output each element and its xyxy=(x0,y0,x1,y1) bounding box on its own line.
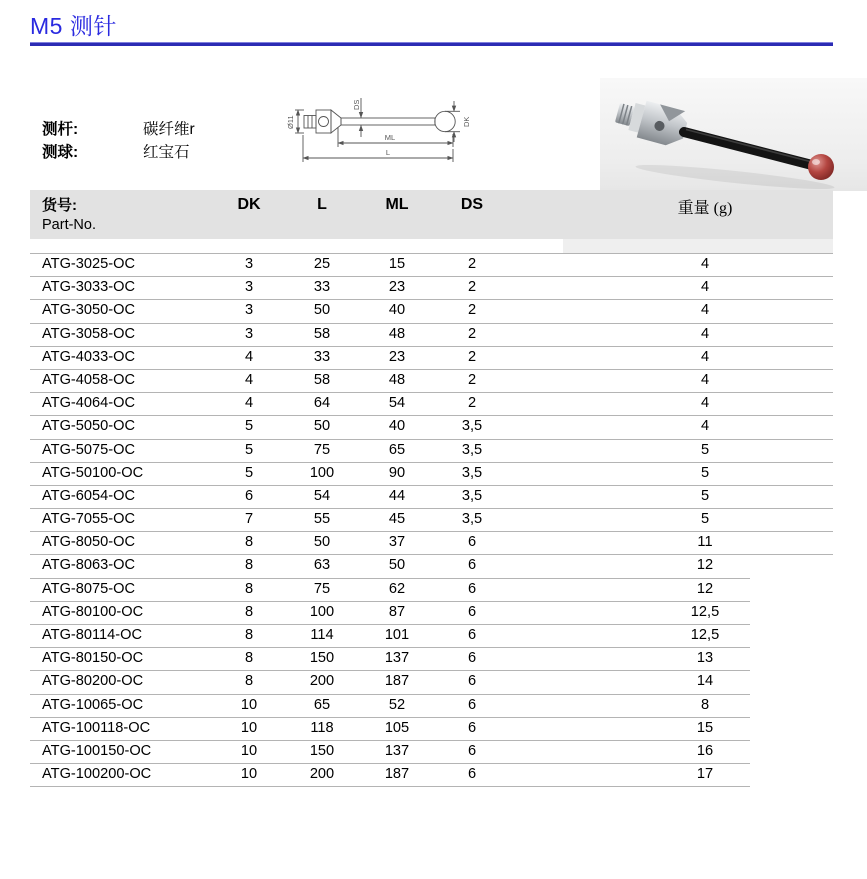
cell-l: 100 xyxy=(309,464,335,481)
cell-l: 64 xyxy=(313,395,331,412)
cell-weight: 5 xyxy=(700,464,710,481)
cell-part-no: ATG-80114-OC xyxy=(42,627,143,643)
table-row xyxy=(30,253,833,276)
cell-dk: 7 xyxy=(244,511,254,528)
cell-ml: 37 xyxy=(388,534,406,551)
table-row xyxy=(30,740,833,763)
cell-weight: 15 xyxy=(696,719,714,736)
spec-shaft-label: 测杆: xyxy=(42,121,79,138)
cell-ds: 2 xyxy=(467,325,477,342)
table-row xyxy=(30,670,833,693)
cell-ds: 2 xyxy=(467,279,477,296)
cell-l: 75 xyxy=(313,580,331,597)
table-row xyxy=(30,578,833,601)
cell-dk: 4 xyxy=(244,348,254,365)
cell-part-no: ATG-4058-OC xyxy=(42,371,135,388)
dim-label-diameter: Ø11 xyxy=(286,115,295,129)
cell-ml: 45 xyxy=(388,511,406,528)
cell-ml: 137 xyxy=(384,650,410,667)
table-row xyxy=(30,485,833,508)
cell-l: 100 xyxy=(309,603,335,620)
col-header-dk: DK xyxy=(237,196,261,213)
cell-part-no: ATG-50100-OC xyxy=(42,464,144,481)
cell-dk: 10 xyxy=(240,742,258,759)
cell-l: 55 xyxy=(313,511,331,528)
cell-weight: 5 xyxy=(700,511,710,528)
cell-dk: 5 xyxy=(244,441,254,458)
cell-ds: 6 xyxy=(467,696,477,713)
cell-part-no: ATG-100200-OC xyxy=(42,766,152,783)
cell-l: 150 xyxy=(309,650,335,667)
cell-part-no: ATG-80200-OC xyxy=(42,673,144,690)
cell-part-no: ATG-100150-OC xyxy=(42,742,152,759)
cell-l: 200 xyxy=(309,766,335,783)
cell-ml: 48 xyxy=(388,325,406,342)
cell-ds: 3,5 xyxy=(461,511,483,528)
cell-weight: 12,5 xyxy=(690,627,720,643)
cell-dk: 10 xyxy=(240,719,258,736)
cell-ml: 187 xyxy=(384,673,410,690)
cell-ds: 6 xyxy=(467,557,477,574)
table-row xyxy=(30,439,833,462)
cell-weight: 4 xyxy=(700,325,710,342)
cell-part-no: ATG-6054-OC xyxy=(42,487,135,504)
cell-l: 33 xyxy=(313,348,331,365)
cell-l: 50 xyxy=(313,302,331,319)
col-header-part-no-cn: 货号: xyxy=(42,197,77,214)
stylus-ruby-ball xyxy=(808,154,834,180)
table-row xyxy=(30,392,833,415)
col-header-l: L xyxy=(317,196,327,213)
cell-l: 25 xyxy=(313,256,331,272)
cell-dk: 8 xyxy=(244,534,254,551)
cell-ml: 101 xyxy=(384,627,410,643)
table-row xyxy=(30,624,833,647)
table-body xyxy=(30,253,833,787)
cell-dk: 8 xyxy=(244,603,254,620)
cell-part-no: ATG-8063-OC xyxy=(42,557,135,574)
cell-ml: 15 xyxy=(388,256,406,272)
page-title: M5 测针 xyxy=(30,13,117,39)
table-row xyxy=(30,531,833,554)
cell-ml: 23 xyxy=(388,279,406,296)
cell-dk: 8 xyxy=(244,627,254,643)
dim-label-ml: ML xyxy=(384,133,396,142)
dim-label-dk: DK xyxy=(462,116,471,127)
cell-l: 33 xyxy=(313,279,331,296)
cell-weight: 4 xyxy=(700,302,710,319)
cell-weight: 5 xyxy=(700,487,710,504)
cell-l: 50 xyxy=(313,534,331,551)
title-underline xyxy=(30,42,833,46)
cell-ml: 48 xyxy=(388,371,406,388)
cell-ml: 23 xyxy=(388,348,406,365)
cell-dk: 3 xyxy=(244,279,254,296)
cell-ml: 62 xyxy=(388,580,406,597)
cell-ml: 90 xyxy=(388,464,406,481)
cell-part-no: ATG-80100-OC xyxy=(42,603,144,620)
cell-ds: 2 xyxy=(467,371,477,388)
cell-ml: 44 xyxy=(388,487,406,504)
table-row xyxy=(30,299,833,322)
cell-part-no: ATG-4064-OC xyxy=(42,395,135,412)
table-row xyxy=(30,717,833,740)
cell-part-no: ATG-3058-OC xyxy=(42,325,135,342)
cell-weight: 4 xyxy=(700,371,710,388)
cell-part-no: ATG-80150-OC xyxy=(42,650,144,667)
cell-ds: 6 xyxy=(467,742,477,759)
stylus-technical-drawing xyxy=(283,84,585,184)
cell-ds: 6 xyxy=(467,650,477,667)
cell-part-no: ATG-8075-OC xyxy=(42,580,135,597)
table-row xyxy=(30,415,833,438)
cell-dk: 8 xyxy=(244,580,254,597)
cell-ds: 2 xyxy=(467,348,477,365)
cell-weight: 4 xyxy=(700,418,710,435)
cell-ml: 137 xyxy=(384,742,410,759)
cell-dk: 5 xyxy=(244,418,254,435)
cell-dk: 8 xyxy=(244,673,254,690)
table-row xyxy=(30,647,833,670)
table-row xyxy=(30,601,833,624)
cell-weight: 12 xyxy=(696,580,714,597)
cell-ml: 50 xyxy=(388,557,406,574)
col-header-ds: DS xyxy=(460,196,484,213)
cell-part-no: ATG-8050-OC xyxy=(42,534,135,551)
table-row xyxy=(30,276,833,299)
cell-ml: 52 xyxy=(388,696,406,713)
table-header xyxy=(30,190,833,239)
table-row xyxy=(30,763,833,786)
cell-ds: 6 xyxy=(467,603,477,620)
cell-dk: 4 xyxy=(244,371,254,388)
cell-weight: 16 xyxy=(696,742,714,759)
cell-l: 50 xyxy=(313,418,331,435)
cell-l: 75 xyxy=(313,441,331,458)
cell-part-no: ATG-3025-OC xyxy=(42,256,135,272)
cell-dk: 4 xyxy=(244,395,254,412)
cell-l: 200 xyxy=(309,673,335,690)
cell-ds: 3,5 xyxy=(461,418,483,435)
cell-weight: 8 xyxy=(700,696,710,713)
cell-ml: 187 xyxy=(384,766,410,783)
cell-ds: 2 xyxy=(467,395,477,412)
cell-ds: 6 xyxy=(467,719,477,736)
cell-dk: 3 xyxy=(244,302,254,319)
cell-ds: 3,5 xyxy=(461,464,483,481)
spec-ball-label: 测球: xyxy=(42,144,79,161)
table-header-extension xyxy=(563,239,833,253)
cell-weight: 14 xyxy=(696,673,714,690)
cell-weight: 4 xyxy=(700,279,710,296)
cell-weight: 17 xyxy=(696,766,714,783)
table-row xyxy=(30,554,833,577)
table-row xyxy=(30,694,833,717)
table-row xyxy=(30,462,833,485)
cell-l: 58 xyxy=(313,325,331,342)
cell-ml: 54 xyxy=(388,395,406,412)
cell-part-no: ATG-7055-OC xyxy=(42,511,135,528)
col-header-weight: 重量 (g) xyxy=(677,200,733,217)
cell-ml: 105 xyxy=(384,719,410,736)
spec-shaft xyxy=(42,119,195,140)
cell-ml: 40 xyxy=(388,302,406,319)
cell-part-no: ATG-3050-OC xyxy=(42,302,135,319)
cell-l: 54 xyxy=(313,487,331,504)
table-bottom-border xyxy=(30,786,833,787)
cell-ds: 6 xyxy=(467,627,477,643)
table-row xyxy=(30,369,833,392)
cell-part-no: ATG-10065-OC xyxy=(42,696,144,713)
cell-l: 65 xyxy=(313,696,331,713)
cell-weight: 5 xyxy=(700,441,710,458)
col-header-part-no-en: Part-No. xyxy=(42,217,96,233)
cell-dk: 3 xyxy=(244,256,254,272)
cell-weight: 4 xyxy=(700,256,710,272)
cell-ds: 2 xyxy=(467,302,477,319)
table-row xyxy=(30,508,833,531)
cell-dk: 3 xyxy=(244,325,254,342)
cell-ds: 2 xyxy=(467,256,477,272)
cell-dk: 10 xyxy=(240,766,258,783)
cell-part-no: ATG-5075-OC xyxy=(42,441,135,458)
cell-weight: 11 xyxy=(697,534,713,551)
cell-ds: 3,5 xyxy=(461,441,483,458)
cell-ml: 87 xyxy=(388,603,406,620)
cell-ml: 40 xyxy=(388,418,406,435)
cell-weight: 13 xyxy=(696,650,714,667)
col-header-ml: ML xyxy=(385,196,409,213)
cell-l: 118 xyxy=(310,719,334,736)
cell-ds: 6 xyxy=(467,580,477,597)
cell-l: 58 xyxy=(313,371,331,388)
cell-l: 63 xyxy=(313,557,331,574)
cell-weight: 4 xyxy=(700,348,710,365)
table-row xyxy=(30,346,833,369)
cell-ml: 65 xyxy=(388,441,406,458)
stylus-product-photo xyxy=(600,78,867,191)
cell-weight: 4 xyxy=(700,395,710,412)
spec-shaft-value: 碳纤维r xyxy=(143,121,195,138)
cell-ds: 6 xyxy=(467,534,477,551)
cell-dk: 6 xyxy=(244,487,254,504)
cell-weight: 12,5 xyxy=(690,603,720,620)
cell-dk: 8 xyxy=(244,650,254,667)
cell-weight: 12 xyxy=(696,557,714,574)
spec-ball xyxy=(42,142,190,163)
cell-dk: 10 xyxy=(240,696,258,713)
cell-ds: 6 xyxy=(467,673,477,690)
cell-l: 150 xyxy=(309,742,335,759)
cell-dk: 8 xyxy=(244,557,254,574)
cell-dk: 5 xyxy=(244,464,254,481)
cell-part-no: ATG-4033-OC xyxy=(42,348,135,365)
cell-ds: 6 xyxy=(467,766,477,783)
dim-label-l: L xyxy=(385,148,391,157)
table-row xyxy=(30,323,833,346)
cell-part-no: ATG-5050-OC xyxy=(42,418,135,435)
cell-part-no: ATG-100118-OC xyxy=(42,719,151,736)
cell-ds: 3,5 xyxy=(461,487,483,504)
dim-label-ds: DS xyxy=(352,99,361,110)
spec-ball-value: 红宝石 xyxy=(143,144,190,161)
cell-l: 114 xyxy=(310,627,334,643)
cell-part-no: ATG-3033-OC xyxy=(42,279,135,296)
